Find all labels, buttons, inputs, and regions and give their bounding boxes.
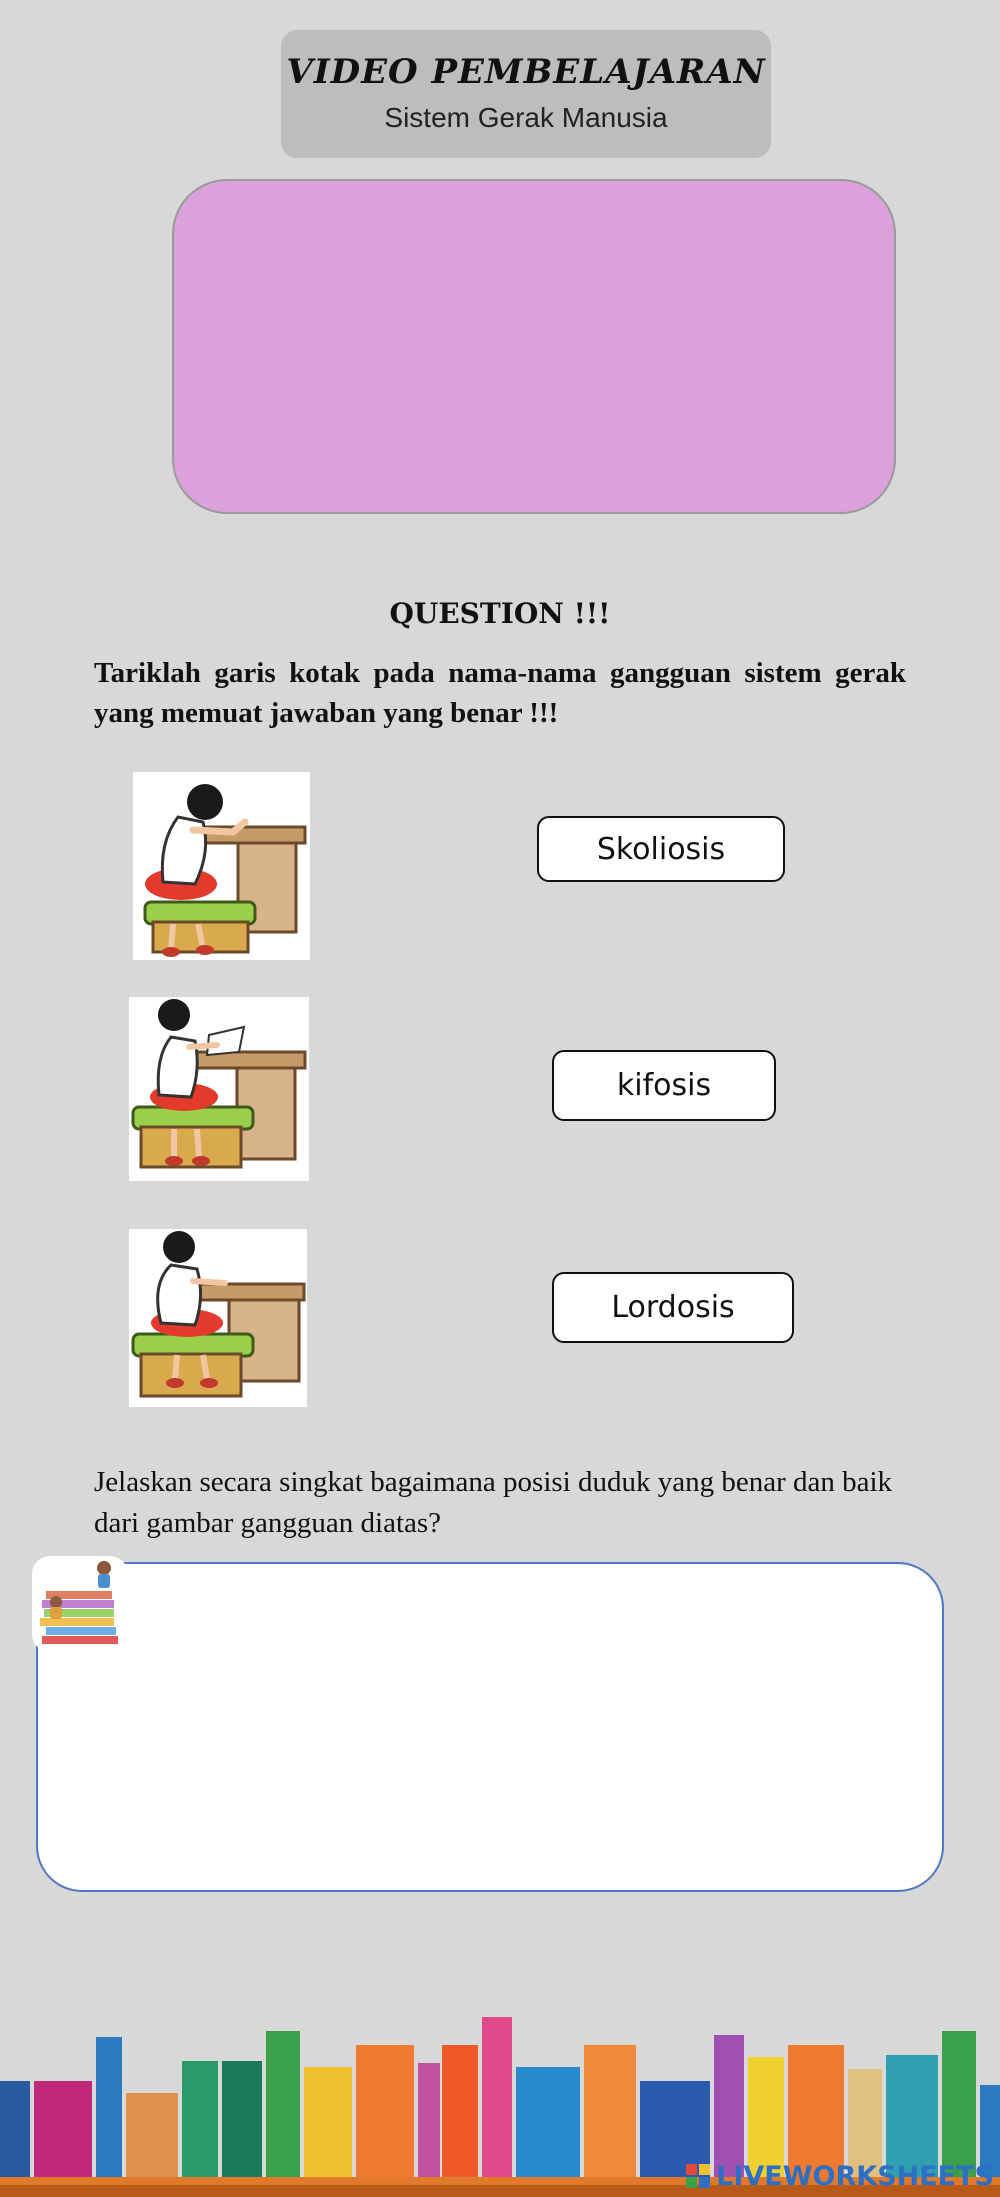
liveworksheets-brand[interactable] bbox=[684, 2160, 994, 2192]
reading-kids-sticker bbox=[32, 1556, 128, 1652]
answer-option-lordosis[interactable]: Lordosis bbox=[552, 1272, 794, 1343]
video-player[interactable] bbox=[172, 179, 896, 514]
child-reading-at-desk-icon bbox=[129, 997, 309, 1181]
stacked-books-icon bbox=[32, 1556, 128, 1652]
sitting-posture-image-1 bbox=[133, 772, 310, 960]
essay-answer-box[interactable] bbox=[36, 1562, 944, 1892]
answer-option-kifosis[interactable]: kifosis bbox=[552, 1050, 776, 1121]
answer-option-skoliosis[interactable]: Skoliosis bbox=[537, 816, 785, 882]
page-title: VIDEO PEMBELAJARAN bbox=[286, 52, 766, 92]
brand-name: LIVEWORKSHEETS bbox=[716, 2160, 994, 2192]
header-banner bbox=[281, 30, 771, 158]
sitting-posture-image-3 bbox=[129, 1229, 307, 1407]
sitting-posture-image-2 bbox=[129, 997, 309, 1181]
page-subtitle: Sistem Gerak Manusia bbox=[384, 102, 668, 133]
essay-answer-input[interactable] bbox=[138, 1594, 902, 1860]
liveworksheets-logo-icon bbox=[684, 2162, 712, 2190]
essay-question: Jelaskan secara singkat bagaimana posisi duduk yang benar dan baik dari gambar gangguan diatas? bbox=[94, 1466, 893, 1539]
question-instruction: Tariklah garis kotak pada nama-nama gangguan sistem gerak yang memuat jawaban yang benar !!! bbox=[94, 657, 906, 729]
child-writing-at-desk-icon bbox=[133, 772, 310, 960]
question-heading: QUESTION !!! bbox=[389, 597, 611, 630]
child-sitting-at-desk-icon bbox=[129, 1229, 307, 1407]
